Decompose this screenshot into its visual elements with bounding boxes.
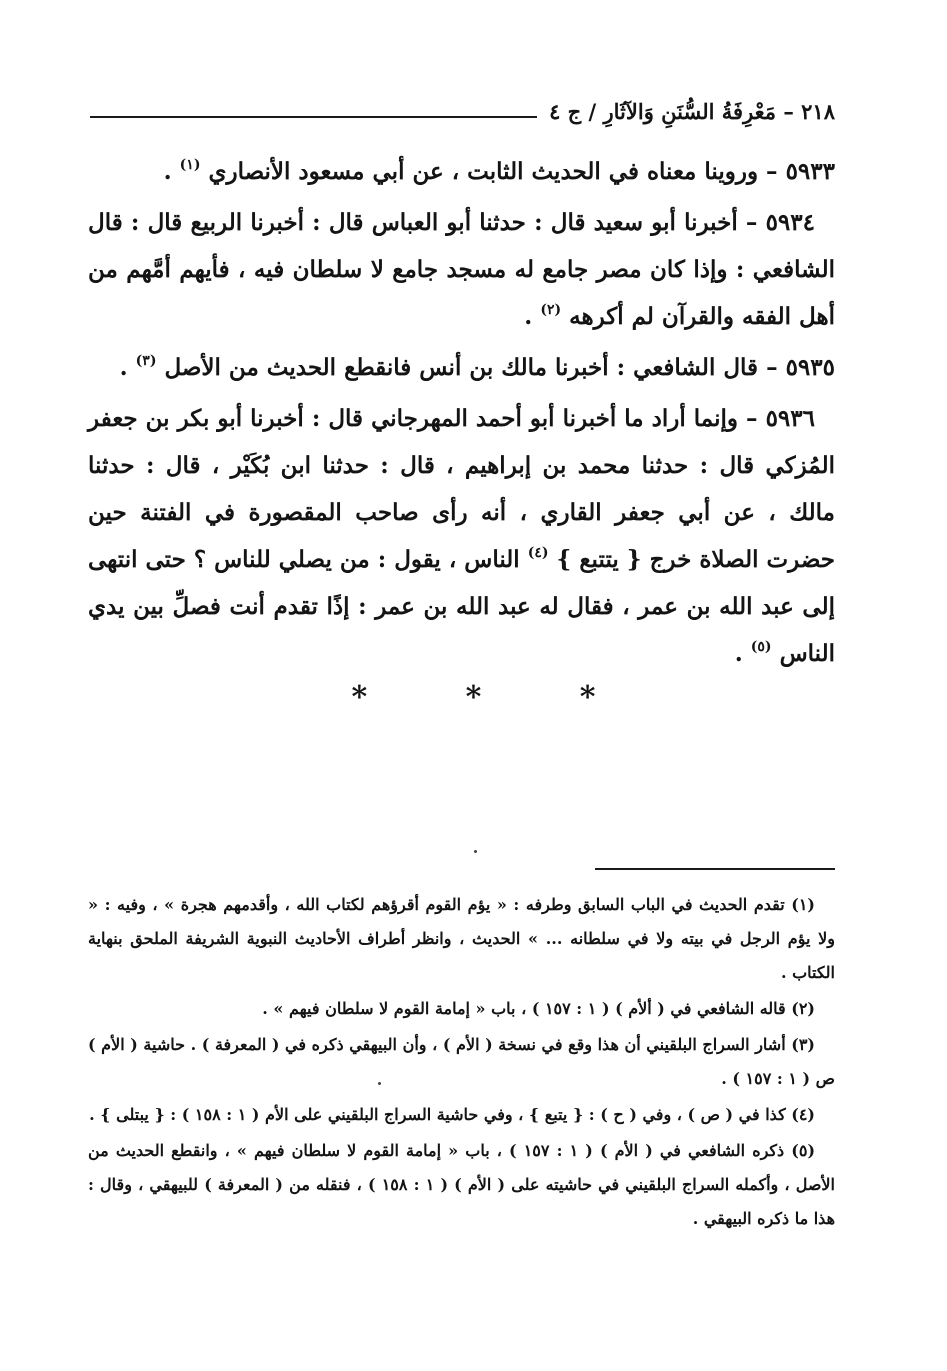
paragraph-end: .	[163, 158, 172, 185]
footnote-item: (٢) قاله الشافعي في ( ألأم ) ( ١ : ١٥٧ ) ، باب « إمامة القوم لا سلطان فيهم » .	[262, 999, 815, 1018]
paragraph-text: ٥٩٣٤ – أخبرنا أبو سعيد قال : حدثنا أبو العباس قال : أخبرنا الربيع قال : قال الشافعي : وإذا كان مصر جامع له مسجد جامع لا سلطان فيه ، فأيهم أمَّهم من أهل الفقه والقرآن لم أكرهه	[88, 209, 835, 330]
scan-speck	[474, 850, 477, 853]
footnote-marker: (٥)	[750, 639, 772, 655]
header-rule	[90, 116, 537, 118]
paragraph-continuation: الناس ، يقول : من يصلي للناس ؟ حتى انتهى إلى عبد الله بن عمر ، فقال له عبد الله بن عمر : إذًا تقدم أنت فصلِّ بين يدي الناس	[88, 546, 835, 667]
footnote-marker: (٢)	[540, 302, 562, 318]
section-separator: * * *	[351, 680, 640, 715]
main-text	[88, 148, 835, 677]
footnote-item: (٤) كذا في ( ص ) ، وفي ( ح ) : { يتبع } ، وفي حاشية السراج البلقيني على الأم ( ١ : ١٥٨ ) : { يبتلى } .	[89, 1105, 815, 1124]
footnotes	[88, 888, 835, 1236]
paragraph-end: .	[119, 354, 128, 381]
paragraph-text: ٥٩٣٥ – قال الشافعي : أخبرنا مالك بن أنس فانقطع الحديث من الأصل	[164, 354, 835, 381]
paragraph-end: .	[734, 640, 743, 667]
footnote-rule	[595, 868, 835, 870]
hadith-paragraph	[88, 148, 835, 195]
hadith-paragraph	[88, 395, 835, 677]
header-title: ٢١٨ – مَعْرِفَةُ السُّنَنِ وَالآثَارِ / ج ٤	[549, 99, 835, 124]
paragraph-text: ٥٩٣٣ – وروينا معناه في الحديث الثابت ، عن أبي مسعود الأنصاري	[208, 158, 835, 185]
footnote-marker: (١)	[179, 157, 201, 173]
running-header	[90, 86, 835, 126]
hadith-paragraph	[88, 199, 835, 340]
paragraph-end: .	[524, 303, 533, 330]
hadith-paragraph	[88, 344, 835, 391]
footnote-item: (١) تقدم الحديث في الباب السابق وطرفه : « يؤم القوم أقرؤهم لكتاب الله ، وأقدمهم هجرة » ، وفيه : « ولا يؤم الرجل في بيته ولا في سلطانه ... » الحديث ، وانظر أطراف الأحاديث النبوية الشريفة الملحق بنهاية الكتاب .	[88, 895, 835, 982]
scan-speck	[378, 1082, 381, 1085]
footnote-marker: (٣)	[135, 353, 157, 369]
footnote-item: (٥) ذكره الشافعي في ( الأم ) ( ١ : ١٥٧ ) ، باب « إمامة القوم لا سلطان فيهم » ، وانقطع الحديث من الأصل ، وأكمله السراج البلقيني في حاشيته على ( الأم ) ( ١ : ١٥٨ ) ، فنقله من ( المعرفة ) للبيهقي ، وقال : هذا ما ذكره البيهقي .	[88, 1141, 835, 1228]
paragraph-text: ٥٩٣٦ – وإنما أراد ما أخبرنا أبو أحمد المهرجاني قال : أخبرنا أبو بكر بن جعفر المُزكي قال : حدثنا محمد بن إبراهيم ، قال : حدثنا ابن بُكَيْر ، قال : حدثنا مالك ، عن أبي جعفر القاري ، أنه رأى صاحب المقصورة في الفتنة حين حضرت الصلاة خرج { يتتبع }	[88, 405, 835, 573]
footnote-item: (٣) أشار السراج البلقيني أن هذا وقع في نسخة ( الأم ) ، وأن البيهقي ذكره في ( المعرفة ) . حاشية ( الأم ) ص ( ١ : ١٥٧ ) .	[88, 1035, 835, 1088]
footnote-marker: (٤)	[527, 545, 549, 561]
